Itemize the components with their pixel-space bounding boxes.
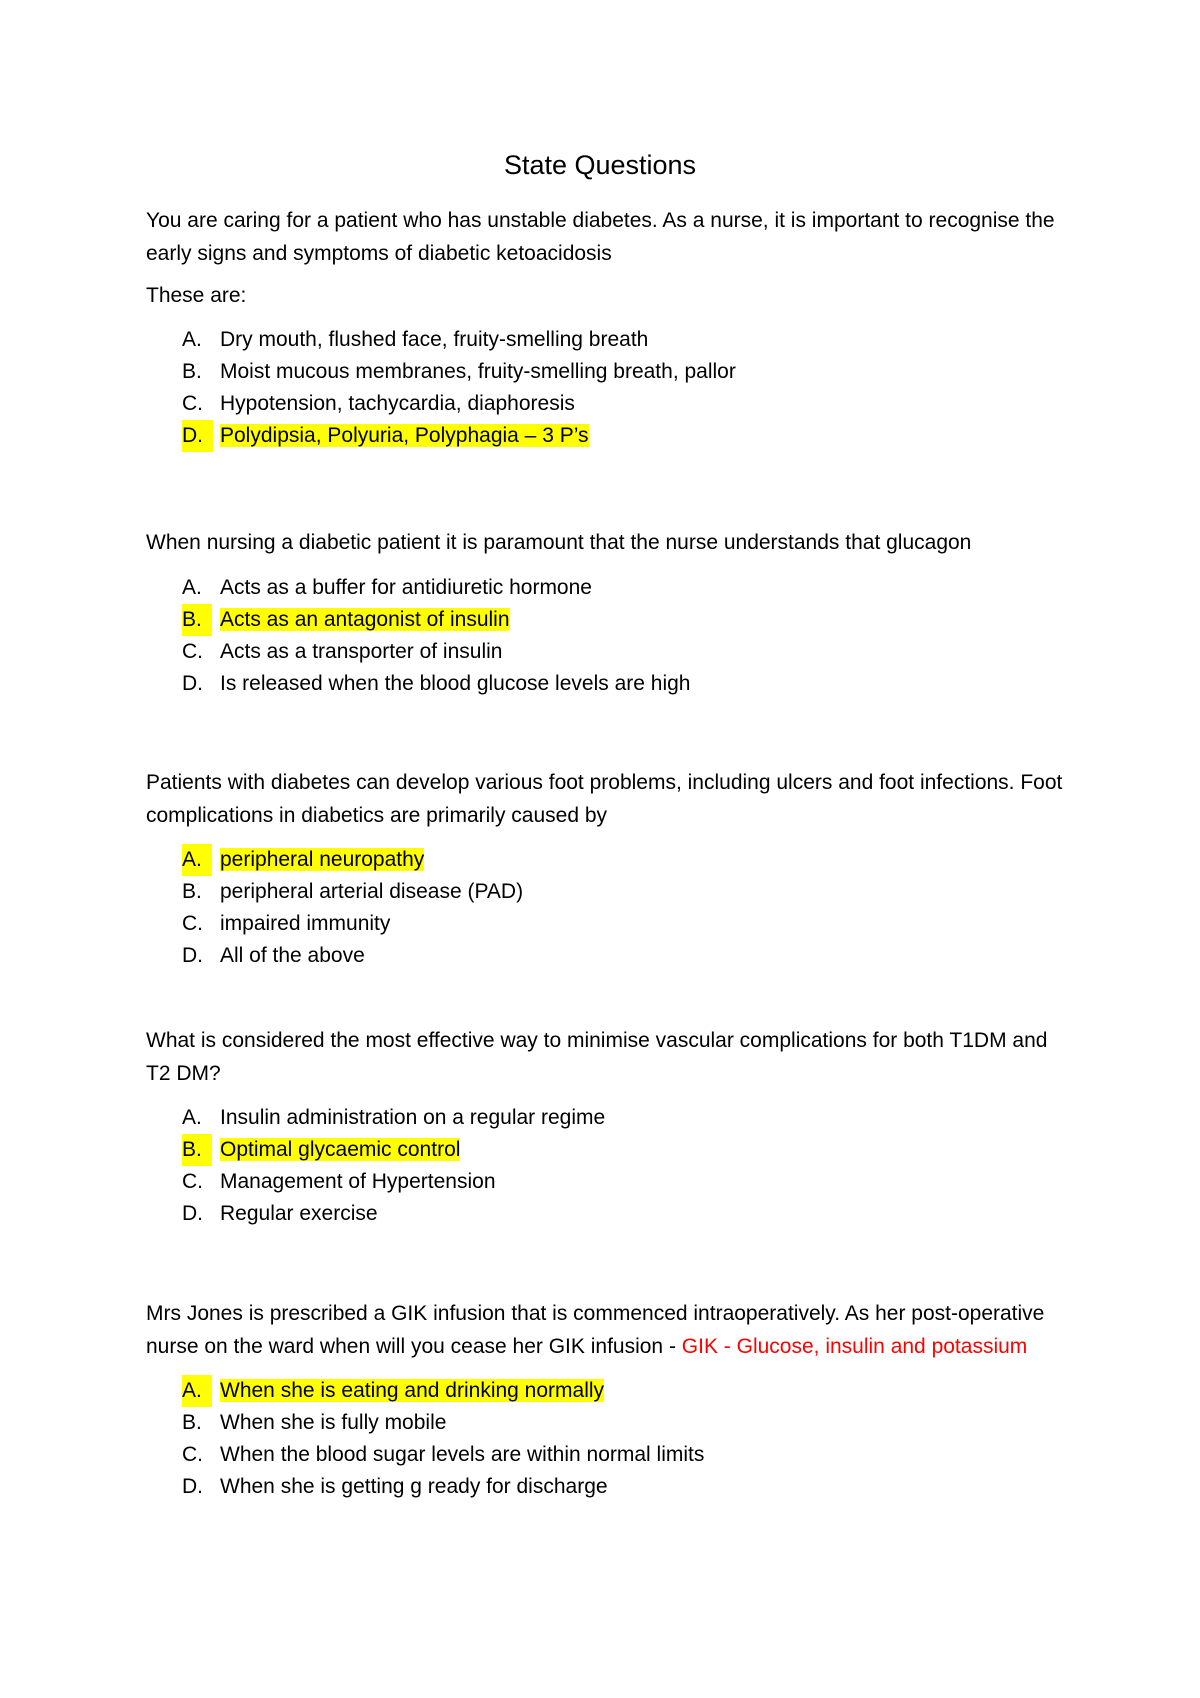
option-c <box>146 908 1066 940</box>
option-c <box>146 1166 1066 1198</box>
option-letter: B. <box>182 1411 202 1434</box>
option-text: When she is eating and drinking normally <box>220 1379 605 1402</box>
option-letter: C. <box>182 1170 203 1193</box>
question-2 <box>146 527 1066 700</box>
option-letter: A. <box>182 844 212 876</box>
option-letter: C. <box>182 639 203 663</box>
question-text <box>146 1298 1066 1363</box>
option-text: All of the above <box>220 944 365 967</box>
option-letter: B. <box>182 604 212 636</box>
option-text: Optimal glycaemic control <box>220 1138 461 1161</box>
question-text: What is considered the most effective way to minimise vascular complications for both T1DM and T2 DM? <box>146 1029 1048 1085</box>
option-d <box>146 940 1066 972</box>
option-letter: A. <box>182 328 202 351</box>
option-text: Hypotension, tachycardia, diaphoresis <box>220 392 575 415</box>
option-letter: B. <box>182 880 202 903</box>
option-list <box>146 1375 1066 1503</box>
option-list <box>146 844 1066 972</box>
option-letter: A. <box>182 1106 202 1129</box>
option-b <box>146 1407 1066 1439</box>
option-b <box>146 356 1066 388</box>
page-title: State Questions <box>503 150 697 180</box>
option-text: Dry mouth, flushed face, fruity-smelling breath <box>220 328 649 351</box>
option-text: Management of Hypertension <box>220 1170 496 1193</box>
option-text: Acts as a transporter of insulin <box>220 639 503 663</box>
option-a <box>146 324 1066 356</box>
question-text: Patients with diabetes can develop various foot problems, including ulcers and foot infections. Foot complications in diabetics are primarily caused by <box>146 771 1063 827</box>
question-text: When nursing a diabetic patient it is paramount that the nurse understands that glucagon <box>146 531 972 554</box>
option-letter: D. <box>182 671 203 695</box>
option-text: When she is fully mobile <box>220 1411 447 1434</box>
option-letter: A. <box>182 1375 212 1407</box>
option-c <box>146 1439 1066 1471</box>
option-text: Acts as an antagonist of insulin <box>220 607 510 631</box>
question-note-red: GIK - Glucose, insulin and potassium <box>681 1334 1028 1358</box>
option-text: impaired immunity <box>220 912 391 935</box>
question-4 <box>146 1025 1066 1230</box>
option-text: peripheral arterial disease (PAD) <box>220 880 524 903</box>
option-list <box>146 572 1066 700</box>
option-letter: D. <box>182 1202 203 1225</box>
option-a <box>146 572 1066 604</box>
option-text: Is released when the blood glucose levels are high <box>220 671 691 695</box>
option-text: peripheral neuropathy <box>220 848 425 871</box>
question-prompt: These are: <box>146 284 247 307</box>
option-d <box>146 1471 1066 1503</box>
option-d-highlighted <box>146 420 1066 452</box>
option-b-highlighted <box>146 1134 1066 1166</box>
option-letter: B. <box>182 360 202 383</box>
option-d <box>146 1198 1066 1230</box>
question-5 <box>146 1298 1066 1503</box>
question-text-body: Mrs Jones is prescribed a GIK infusion that is commenced intraoperatively. As her post-operative nurse on the ward when will you cease her GIK infusion - <box>146 1302 1045 1358</box>
option-list <box>146 1102 1066 1230</box>
option-c <box>146 636 1066 668</box>
option-b-highlighted <box>146 604 1066 636</box>
question-text: You are caring for a patient who has unstable diabetes. As a nurse, it is important to recognise the early signs and symptoms of diabetic ketoacidosis <box>146 209 1055 265</box>
option-letter: C. <box>182 912 203 935</box>
option-a-highlighted <box>146 1375 1066 1407</box>
option-text: When the blood sugar levels are within normal limits <box>220 1443 705 1466</box>
option-a-highlighted <box>146 844 1066 876</box>
option-c <box>146 388 1066 420</box>
option-b <box>146 876 1066 908</box>
option-text: Regular exercise <box>220 1202 378 1225</box>
option-text: Moist mucous membranes, fruity-smelling breath, pallor <box>220 360 736 383</box>
option-d <box>146 668 1066 700</box>
option-letter: D. <box>182 420 213 452</box>
option-text: Polydipsia, Polyuria, Polyphagia – 3 P’s <box>220 424 589 447</box>
option-text: When she is getting g ready for discharge <box>220 1475 608 1498</box>
option-letter: C. <box>182 1443 203 1466</box>
option-letter: B. <box>182 1134 212 1166</box>
option-letter: C. <box>182 392 203 415</box>
option-list <box>146 324 1066 452</box>
question-1 <box>146 205 1066 452</box>
option-a <box>146 1102 1066 1134</box>
option-letter: D. <box>182 1475 203 1498</box>
option-letter: A. <box>182 575 202 599</box>
option-text: Insulin administration on a regular regime <box>220 1106 606 1129</box>
question-3 <box>146 767 1066 972</box>
option-letter: D. <box>182 944 203 967</box>
option-text: Acts as a buffer for antidiuretic hormone <box>220 575 592 599</box>
